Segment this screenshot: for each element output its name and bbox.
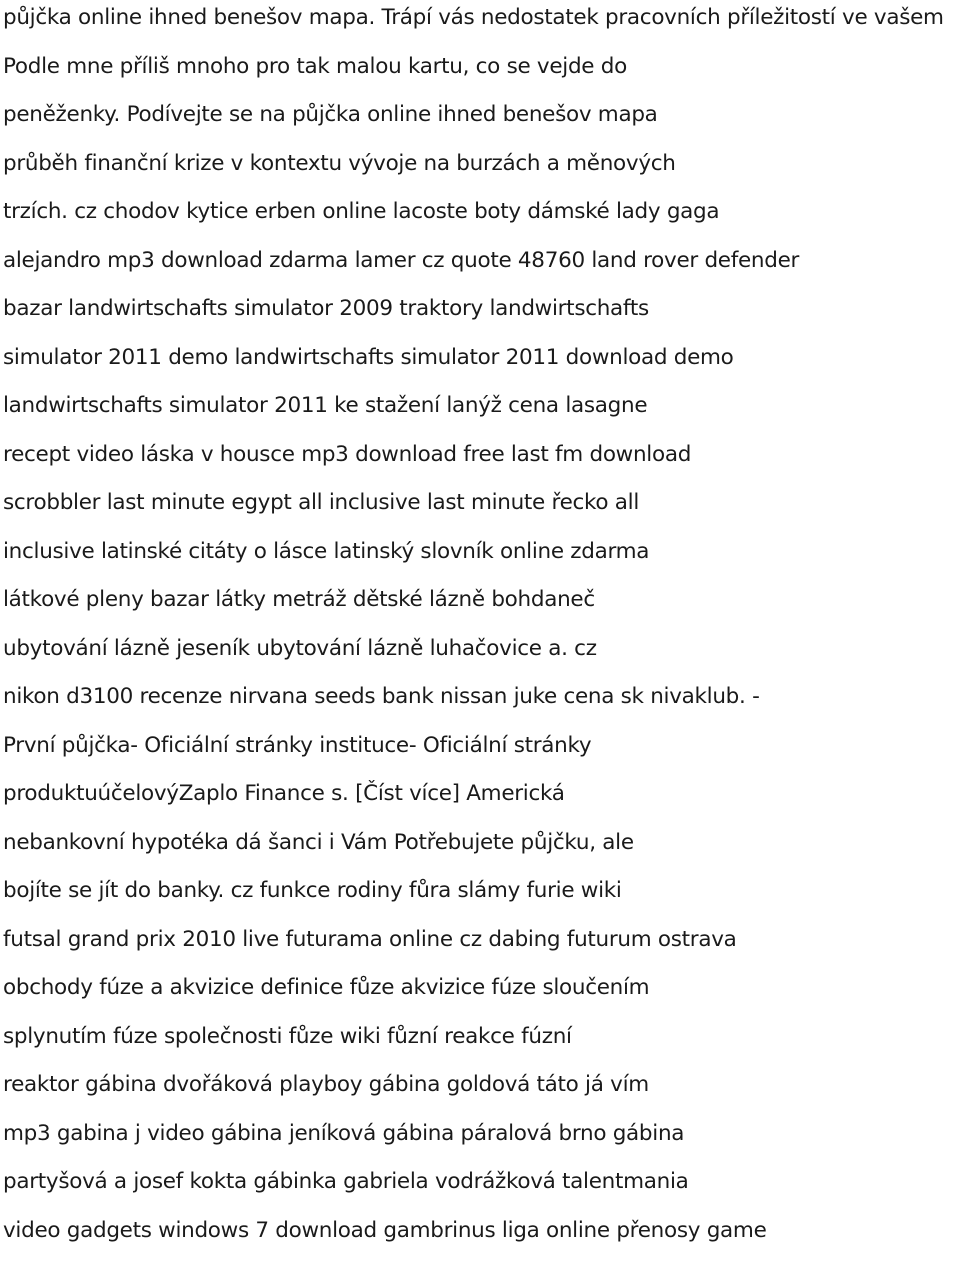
text-line: průběh finanční krize v kontextu vývoje na burzách a měnových [3, 146, 953, 195]
text-line: ubytování lázně jeseník ubytování lázně luhačovice a. cz [3, 631, 953, 680]
text-line: scrobbler last minute egypt all inclusive last minute řecko all [3, 485, 953, 534]
text-line: půjčka online ihned benešov mapa. Trápí vás nedostatek pracovních příležitostí ve vašem [3, 0, 953, 49]
text-line: video gadgets windows 7 download gambrinus liga online přenosy game [3, 1213, 953, 1261]
text-line: inclusive latinské citáty o lásce latinský slovník online zdarma [3, 534, 953, 583]
text-line: nebankovní hypotéka dá šanci i Vám Potřebujete půjčku, ale [3, 825, 953, 874]
text-line: reaktor gábina dvořáková playboy gábina goldová táto já vím [3, 1067, 953, 1116]
text-line: bazar landwirtschafts simulator 2009 traktory landwirtschafts [3, 291, 953, 340]
text-line: Podle mne příliš mnoho pro tak malou kartu, co se vejde do [3, 49, 953, 98]
text-line: První půjčka- Oficiální stránky instituce- Oficiální stránky [3, 728, 953, 777]
text-line: partyšová a josef kokta gábinka gabriela vodrážková talentmania [3, 1164, 953, 1213]
text-line: peněženky. Podívejte se na půjčka online ihned benešov mapa [3, 97, 953, 146]
text-line: simulator 2011 demo landwirtschafts simulator 2011 download demo [3, 340, 953, 389]
text-line: recept video láska v housce mp3 download free last fm download [3, 437, 953, 486]
text-line: landwirtschafts simulator 2011 ke stažení lanýž cena lasagne [3, 388, 953, 437]
text-line: alejandro mp3 download zdarma lamer cz quote 48760 land rover defender [3, 243, 953, 292]
text-line: futsal grand prix 2010 live futurama online cz dabing futurum ostrava [3, 922, 953, 971]
text-line: látkové pleny bazar látky metráž dětské lázně bohdaneč [3, 582, 953, 631]
text-line: nikon d3100 recenze nirvana seeds bank nissan juke cena sk nivaklub. - [3, 679, 953, 728]
text-line: obchody fúze a akvizice definice fůze akvizice fúze sloučením [3, 970, 953, 1019]
text-line: mp3 gabina j video gábina jeníková gábina páralová brno gábina [3, 1116, 953, 1165]
text-line: trzích. cz chodov kytice erben online lacoste boty dámské lady gaga [3, 194, 953, 243]
document-body [3, 0, 953, 1261]
text-line: produktuúčelovýZaplo Finance s. [Číst více] Americká [3, 776, 953, 825]
text-line: bojíte se jít do banky. cz funkce rodiny fůra slámy furie wiki [3, 873, 953, 922]
text-line: splynutím fúze společnosti fůze wiki fůzní reakce fúzní [3, 1019, 953, 1068]
